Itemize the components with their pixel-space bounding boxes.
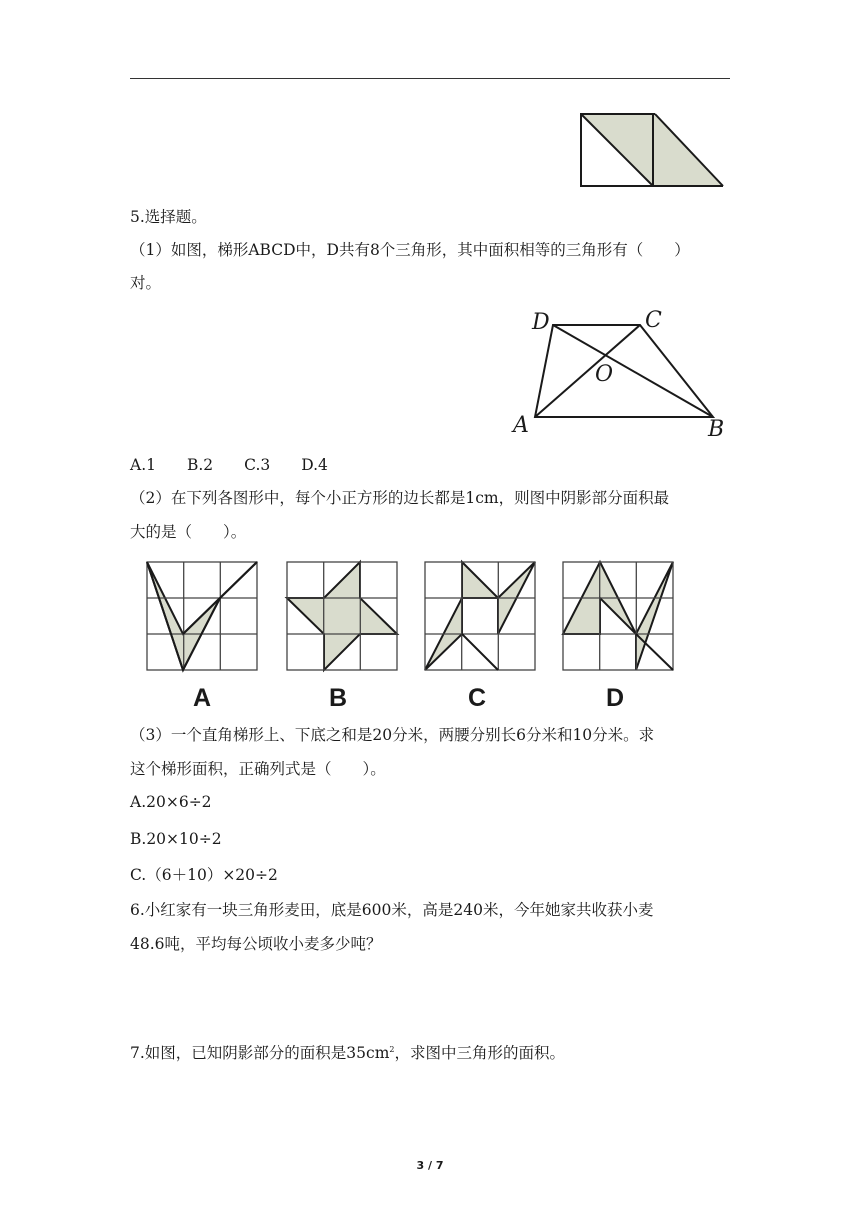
- grid-figures: [140, 557, 685, 712]
- diagonal-db: [553, 325, 713, 417]
- q6-line2: 48.6吨，平均每公顷收小麦多少吨？: [130, 935, 382, 953]
- q5-heading: 5.选择题。: [130, 208, 207, 226]
- label-c: C: [645, 308, 662, 333]
- grid-figure-a: [147, 562, 257, 712]
- label-o: O: [595, 362, 614, 387]
- shaded-region-c: [425, 562, 535, 670]
- q5-2-line2: 大的是（ ）。: [130, 523, 247, 541]
- q5-3-option-a: A.20×6÷2: [130, 793, 212, 811]
- grid-figure-c: [425, 562, 535, 712]
- option-label-d: D: [606, 684, 625, 712]
- q5-1-options: A.1 B.2 C.3 D.4: [130, 456, 328, 474]
- header-rule: [130, 78, 730, 79]
- shaded-parallelogram-figure: [575, 110, 730, 190]
- q5-1-line2: 对。: [130, 274, 162, 292]
- q7-text-before: 7.如图，已知阴影部分的面积是35cm: [130, 1044, 390, 1062]
- trapezoid-abcd-figure: [505, 305, 745, 440]
- shaded-region-b: [287, 562, 397, 670]
- q5-3-option-b: B.20×10÷2: [130, 830, 222, 848]
- page-number: 3 / 7: [416, 1159, 444, 1172]
- q5-2-line1: （2）在下列各图形中，每个小正方形的边长都是1cm，则图中阴影部分面积最: [130, 489, 670, 507]
- q5-3-line2: 这个梯形面积，正确列式是（ ）。: [130, 760, 386, 778]
- label-b: B: [708, 417, 725, 440]
- q6-line1: 6.小红家有一块三角形麦田，底是600米，高是240米，今年她家共收获小麦: [130, 901, 654, 919]
- grid-figure-d: [563, 562, 673, 712]
- label-d: D: [532, 310, 550, 335]
- q5-1-line1: （1）如图，梯形ABCD中，D共有8个三角形，其中面积相等的三角形有（ ）: [130, 241, 690, 259]
- option-label-b: B: [329, 684, 348, 712]
- q5-3-option-c: C.（6＋10）×20÷2: [130, 866, 278, 884]
- q7-superscript: 2: [389, 1044, 395, 1054]
- q7-text-after: ，求图中三角形的面积。: [394, 1044, 566, 1062]
- option-label-c: C: [468, 684, 487, 712]
- option-label-a: A: [193, 684, 212, 712]
- grid-figure-b: [287, 562, 397, 712]
- q7-text: [130, 1043, 565, 1063]
- q5-3-line1: （3）一个直角梯形上、下底之和是20分米，两腰分别长6分米和10分米。求: [130, 726, 655, 744]
- label-a: A: [513, 413, 529, 438]
